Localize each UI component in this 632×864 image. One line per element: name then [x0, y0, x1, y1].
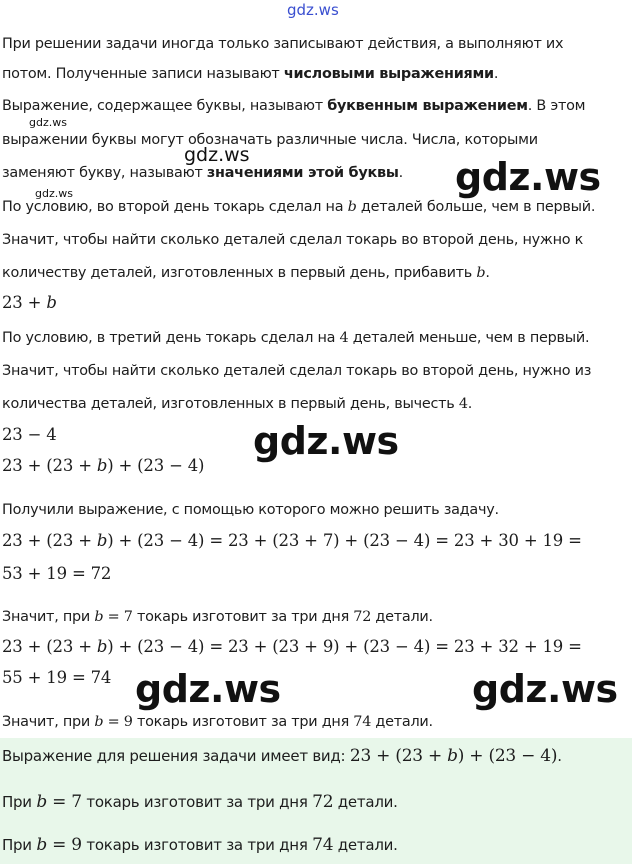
term-letter-expression: буквенным выражением	[327, 98, 528, 114]
calc2-line-2: 55 + 19 = 74	[2, 668, 112, 687]
term-numeric-expressions: числовыми выражениями	[283, 66, 494, 82]
full-expression: 23 + (23 + b) + (23 − 4)	[2, 456, 205, 475]
calc2-line-1: 23 + (23 + b) + (23 − 4) = 23 + (23 + 9) + (23 − 4) = 23 + 32 + 19 =	[2, 637, 582, 656]
answer-line-1: Выражение для решения задачи имеет вид: 23 + (23 + b) + (23 − 4).	[2, 746, 562, 766]
day2-expression: 23 + b	[2, 293, 57, 312]
watermark-small-1: gdz.ws	[29, 116, 67, 129]
watermark-big-2: gdz.ws	[253, 419, 399, 463]
answer-line-2: При b = 7 токарь изготовит за три дня 72 детали.	[2, 792, 398, 812]
day3-line-2: Значит, чтобы найти сколько деталей сделал токарь во второй день, нужно из	[2, 363, 592, 379]
result-intro: Получили выражение, с помощью которого можно решить задачу.	[2, 502, 499, 518]
conclusion-2: Значит, при b = 9 токарь изготовит за три дня 74 детали.	[2, 714, 433, 730]
watermark-mid-1: gdz.ws	[184, 144, 250, 166]
day2-line-3: количеству деталей, изготовленных в первый день, прибавить b.	[2, 265, 490, 281]
calc1-line-2: 53 + 19 = 72	[2, 564, 112, 583]
day2-line-1: По условию, во второй день токарь сделал на b деталей больше, чем в первый.	[2, 199, 596, 215]
day3-line-3: количества деталей, изготовленных в первый день, вычесть 4.	[2, 396, 473, 412]
day2-line-2: Значит, чтобы найти сколько деталей сделал токарь во второй день, нужно к	[2, 232, 584, 248]
conclusion-1: Значит, при b = 7 токарь изготовит за три дня 72 детали.	[2, 609, 433, 625]
intro-line-2: потом. Полученные записи называют числовыми выражениями.	[2, 66, 499, 82]
watermark-big-1: gdz.ws	[455, 155, 601, 199]
intro-line-3: Выражение, содержащее буквы, называют буквенным выражением. В этом	[2, 98, 586, 114]
day3-expression: 23 − 4	[2, 425, 57, 444]
intro-line-4: выражении буквы могут обозначать различные числа. Числа, которыми	[2, 132, 538, 148]
intro-line-1: При решении задачи иногда только записывают действия, а выполняют их	[2, 36, 564, 52]
intro-line-5: заменяют букву, называют значениями этой буквы.	[2, 165, 403, 181]
answer-line-3: При b = 9 токарь изготовит за три дня 74 детали.	[2, 835, 398, 855]
watermark-big-3: gdz.ws	[135, 667, 281, 711]
watermark-small-2: gdz.ws	[35, 187, 73, 200]
day3-line-1: По условию, в третий день токарь сделал на 4 деталей меньше, чем в первый.	[2, 330, 590, 346]
watermark-big-4: gdz.ws	[472, 667, 618, 711]
calc1-line-1: 23 + (23 + b) + (23 − 4) = 23 + (23 + 7) + (23 − 4) = 23 + 30 + 19 =	[2, 531, 582, 550]
watermark-top: gdz.ws	[287, 1, 339, 19]
term-letter-values: значениями этой буквы	[206, 165, 399, 181]
